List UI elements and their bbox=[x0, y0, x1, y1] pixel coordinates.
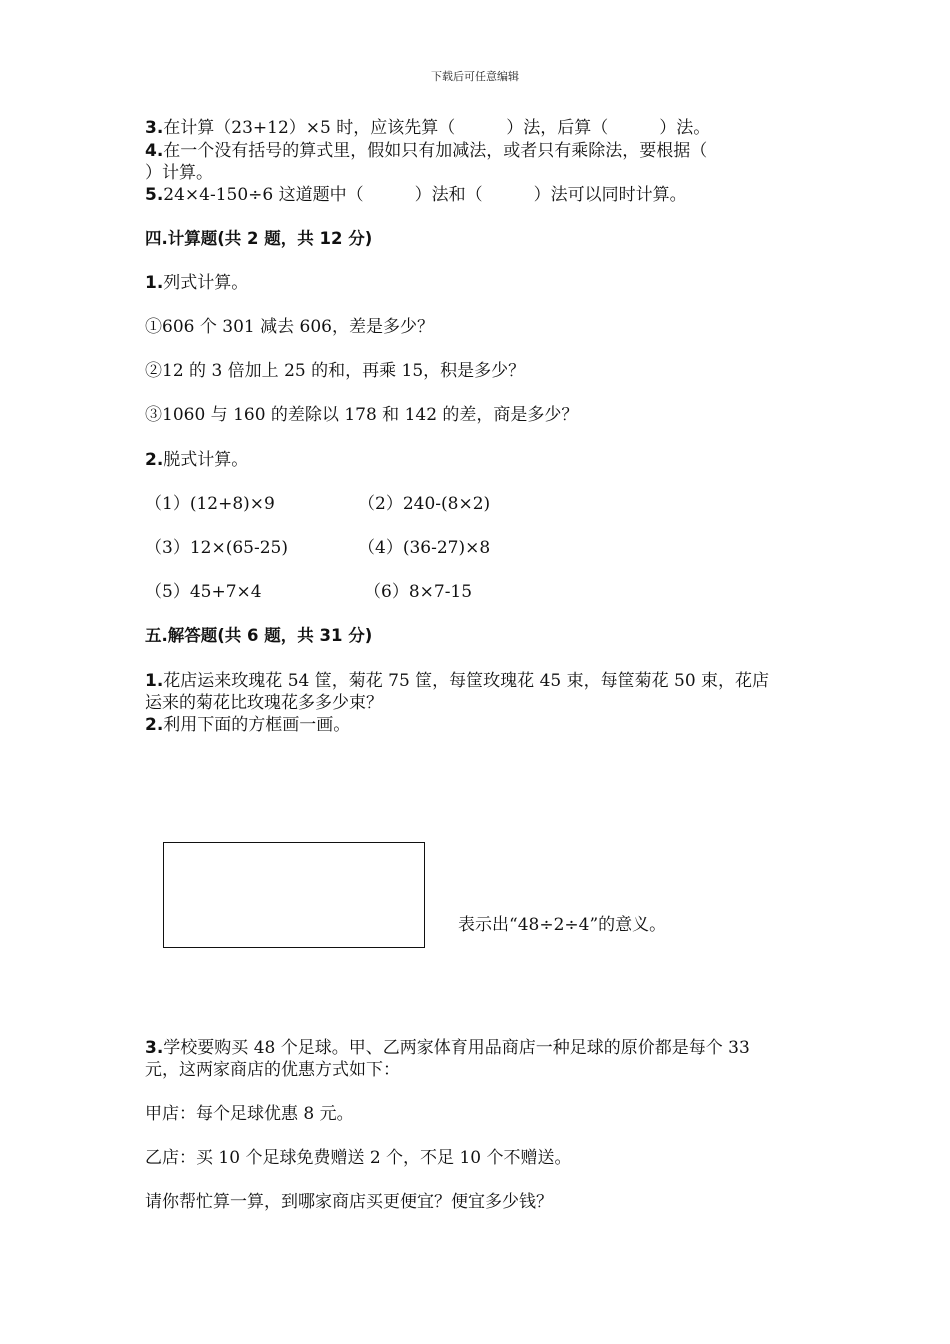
question-text: 学校要购买 48 个足球。甲、乙两家体育用品商店一种足球的原价都是每个 33 bbox=[163, 1038, 750, 1058]
question-number: 3. bbox=[145, 118, 164, 138]
expression-item: （5）45+7×4 bbox=[145, 582, 262, 602]
question-prompt: 请你帮忙算一算，到哪家商店买更便宜？便宜多少钱？ bbox=[145, 1192, 553, 1212]
expression-item: （2）240-(8×2) bbox=[358, 494, 491, 514]
section-title-5: 五.解答题(共 6 题，共 31 分) bbox=[145, 626, 373, 645]
question-number: 5. bbox=[145, 185, 164, 205]
question-3-3 bbox=[145, 117, 710, 139]
expression-item: （1）(12+8)×9 bbox=[145, 494, 275, 514]
question-number: 2. bbox=[145, 715, 164, 735]
question-3-4-cont: ）计算。 bbox=[145, 163, 213, 183]
question-5-3 bbox=[145, 1037, 750, 1059]
question-text: 利用下面的方框画一画。 bbox=[163, 715, 351, 735]
expression-item: （4）(36-27)×8 bbox=[358, 538, 491, 558]
shop-b-offer: 乙店：买 10 个足球免费赠送 2 个，不足 10 个不赠送。 bbox=[145, 1148, 572, 1168]
question-3-5 bbox=[145, 184, 687, 206]
expression-item: （3）12×(65-25) bbox=[145, 538, 288, 558]
question-5-3-cont: 元，这两家商店的优惠方式如下： bbox=[145, 1060, 400, 1080]
question-text: 在一个没有括号的算式里，假如只有加减法，或者只有乘除法，要根据（ bbox=[163, 141, 708, 161]
expression-item: （6）8×7-15 bbox=[364, 582, 473, 602]
question-number: 1. bbox=[145, 273, 164, 293]
page-header: 下载后可任意编辑 bbox=[431, 70, 519, 83]
question-4-2 bbox=[145, 449, 248, 471]
question-5-1 bbox=[145, 670, 769, 692]
question-number: 4. bbox=[145, 141, 164, 161]
question-text: 24×4-150÷6 这道题中（ ）法和（ ）法可以同时计算。 bbox=[163, 185, 687, 205]
question-text: 列式计算。 bbox=[163, 273, 249, 293]
sub-item: ③1060 与 160 的差除以 178 和 142 的差，商是多少？ bbox=[145, 405, 579, 425]
question-text: 在计算（23+12）×5 时，应该先算（ ）法，后算（ ）法。 bbox=[163, 118, 711, 138]
section-title-4: 四.计算题(共 2 题，共 12 分) bbox=[145, 229, 373, 248]
drawing-box bbox=[163, 842, 425, 948]
question-text: 脱式计算。 bbox=[163, 450, 249, 470]
question-text: 花店运来玫瑰花 54 筐，菊花 75 筐，每筐玫瑰花 45 束，每筐菊花 50 束，花店 bbox=[163, 671, 770, 691]
question-number: 1. bbox=[145, 671, 164, 691]
question-number: 3. bbox=[145, 1038, 164, 1058]
sub-item: ②12 的 3 倍加上 25 的和，再乘 15，积是多少？ bbox=[145, 361, 526, 381]
question-4-1 bbox=[145, 272, 248, 294]
question-number: 2. bbox=[145, 450, 164, 470]
question-5-1-cont: 运来的菊花比玫瑰花多多少束？ bbox=[145, 693, 383, 713]
sub-item: ①606 个 301 减去 606，差是多少？ bbox=[145, 317, 434, 337]
shop-a-offer: 甲店：每个足球优惠 8 元。 bbox=[145, 1104, 354, 1124]
question-3-4 bbox=[145, 140, 707, 162]
drawing-caption: 表示出“48÷2÷4”的意义。 bbox=[458, 915, 667, 935]
question-5-2 bbox=[145, 714, 350, 736]
